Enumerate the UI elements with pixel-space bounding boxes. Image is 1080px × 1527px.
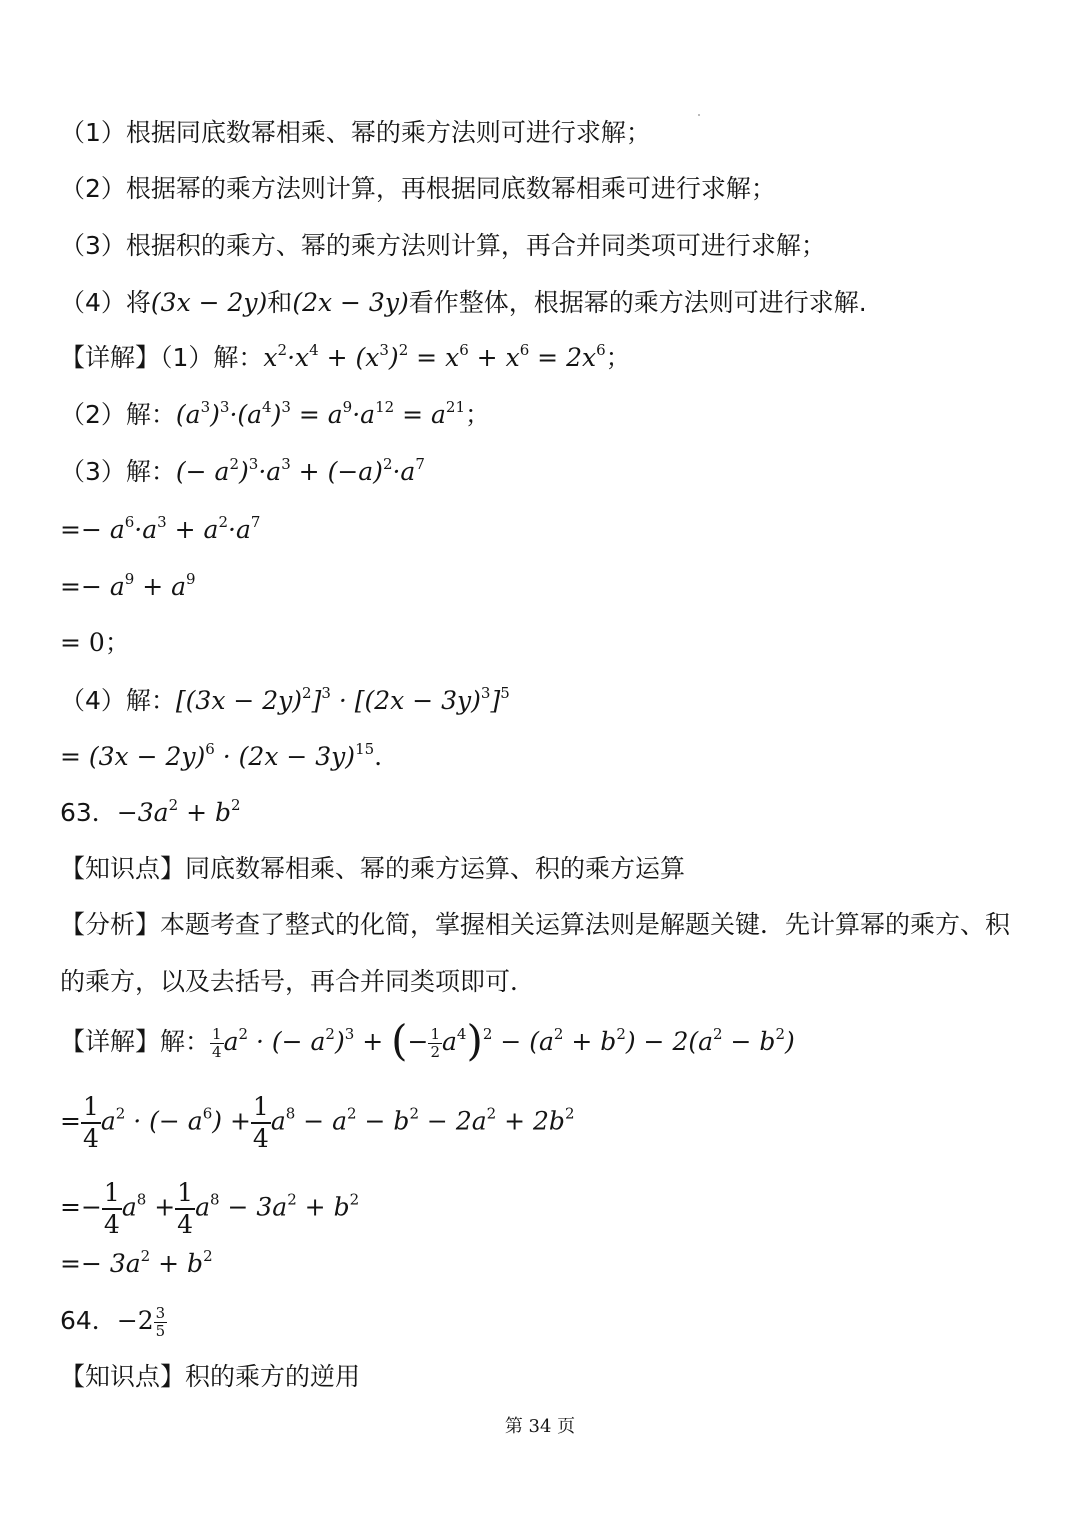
math-formula: $x^2\cdot x^4 + (x^3)^2 = x^6 + x^6 = 2x^6$ (263, 341, 606, 372)
question-63-analysis-2: 的乘方，以及去括号，再合并同类项即可． (60, 967, 536, 996)
question-63-answer (60, 796, 241, 830)
question-64-number: 64． (60, 1306, 117, 1335)
question-64-knowledge: 【知识点】积的乘方的逆用 (60, 1362, 361, 1391)
math-formula: $(a^3)^3\cdot(a^4)^3 = a^9\cdot a^{12} = a^{21}$ (175, 398, 465, 429)
detail-part-4-label: （4）解： (60, 686, 176, 715)
hint-line-4-prefix: （4）将 (60, 288, 151, 317)
detail-part-1-label: 【详解】（1）解： (60, 343, 264, 372)
math-formula: (− $a^2)^3\cdot a^3 + (-a)^2\cdot a^7$ (175, 455, 425, 486)
detail-part-3-step-2: =− $a^9 + a^9$ (60, 570, 196, 601)
expr-2x-3y: (2x − 3y) (292, 288, 409, 317)
detail-part-2-label: （2）解： (60, 400, 176, 429)
question-63-step-1: = $\frac{1}{4}$ $a^2$ · (− $a^6$) + $\frac{1}{4}$ $a^8 - a^2 - b^2 - 2a^2 + 2b^2$ (60, 1092, 575, 1153)
hint-line-2: （2）根据幂的乘方法则计算，再根据同底数幂相乘可进行求解； (60, 174, 776, 203)
detail-part-2: （2）解：$(a^3)^3\cdot(a^4)^3 = a^9\cdot a^{12} = a^{21}$； (60, 398, 491, 429)
scan-speck (698, 114, 700, 116)
hint-line-3: （3）根据积的乘方、幂的乘方法则计算，再合并同类项可进行求解； (60, 231, 826, 260)
expr-3x-2y: (3x − 2y) (150, 288, 268, 317)
hint-line-4-suffix: 看作整体，根据幂的乘方法则可进行求解. (408, 288, 867, 317)
hint-line-4 (60, 286, 867, 320)
math-formula: $[(3x - 2y)^2]^3 \cdot [(2x - 3y)^3]^5$ (175, 684, 510, 715)
detail-part-3-label: （3）解： (60, 457, 176, 486)
math-formula: $-3a^2 + b^2$ (116, 796, 241, 827)
hint-line-1: （1）根据同底数幂相乘、幂的乘方法则可进行求解； (60, 118, 651, 147)
detail-part-1: 【详解】（1）解：$x^2\cdot x^4 + (x^3)^2 = x^6 + x^6 = 2x^6$； (60, 341, 631, 372)
detail-part-3-step-1: =− $a^6\cdot a^3 + a^2\cdot a^7$ (60, 513, 261, 544)
hint-line-4-and: 和 (267, 288, 293, 317)
question-64-answer (60, 1304, 167, 1340)
math-formula: $\frac{1}{4}$ $a^2$ · (− $a^2)^3$ + (− $\frac{1}{2}$ $a^4)^2 - (a^2 + b^2) - 2(a^2 - b^2)$ (212, 1016, 795, 1065)
question-63-step-2: =− $\frac{1}{4}$ $a^8$ + $\frac{1}{4}$ $a^8 - 3a^2 + b^2$ (60, 1178, 360, 1239)
page-number: 第 34 页 (504, 1416, 576, 1437)
question-63-analysis-1: 【分析】本题考查了整式的化简，掌握相关运算法则是解题关键．先计算幂的乘方、积 (60, 910, 1011, 939)
detail-part-4-step-1: = $(3x - 2y)^6 \cdot (2x - 3y)^{15}$. (60, 740, 383, 771)
question-63-detail (60, 1016, 795, 1065)
question-63-detail-label: 【详解】解： (60, 1027, 211, 1056)
detail-part-3 (60, 455, 425, 489)
detail-part-3-step-3: = 0； (60, 628, 130, 657)
question-63-number: 63． (60, 798, 117, 827)
question-63-knowledge: 【知识点】同底数幂相乘、幂的乘方运算、积的乘方运算 (60, 854, 686, 883)
detail-part-4 (60, 684, 510, 718)
math-formula: −2 $\frac{3}{5}$ (116, 1304, 166, 1340)
question-63-step-3: =− $3a^2 + b^2$ (60, 1247, 213, 1278)
